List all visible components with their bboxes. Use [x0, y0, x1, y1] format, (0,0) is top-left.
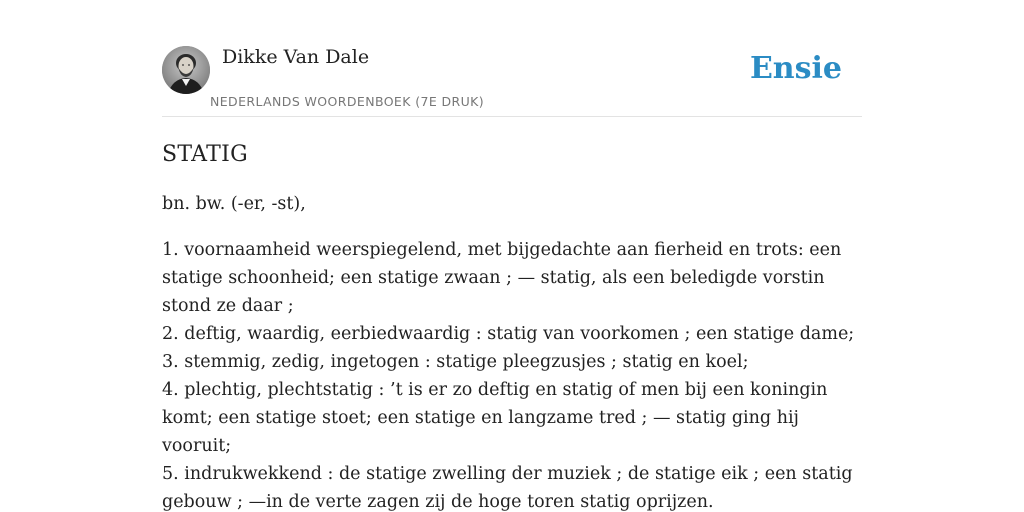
- entry-headword: STATIG: [162, 142, 248, 167]
- avatar[interactable]: [162, 46, 210, 94]
- header: [162, 46, 862, 117]
- entry-grammar: bn. bw. (-er, -st),: [162, 194, 306, 214]
- definition-sense: 2. deftig, waardig, eerbiedwaardig : statig van voorkomen ; een statige dame;: [162, 324, 855, 344]
- definition-sense: 4. plechtig, plechtstatig : ’t is er zo deftig en statig of men bij een koningin komt; een statige stoet; een statige en langzame tred ; — statig ging hij vooruit;: [162, 380, 828, 456]
- author-name[interactable]: Dikke Van Dale: [222, 46, 370, 68]
- ensie-logo[interactable]: Ensie: [749, 51, 842, 86]
- dictionary-source: NEDERLANDS WOORDENBOEK (7E DRUK): [210, 94, 485, 109]
- definition-sense: 3. stemmig, zedig, ingetogen : statige pleegzusjes ; statig en koel;: [162, 352, 749, 372]
- entry-content: [162, 138, 862, 512]
- definition-sense: 5. indrukwekkend : de statige zwelling der muziek ; de statige eik ; een statig gebouw ; —in de verte zagen zij de hoge toren statig oprijzen.: [162, 464, 853, 512]
- entry-definitions: [162, 236, 862, 512]
- definition-sense: 1. voornaamheid weerspiegelend, met bijgedachte aan fierheid en trots: een statige schoonheid; een statige zwaan ; — statig, als een beledigde vorstin stond ze daar ;: [162, 240, 842, 316]
- portrait-image: [162, 46, 210, 94]
